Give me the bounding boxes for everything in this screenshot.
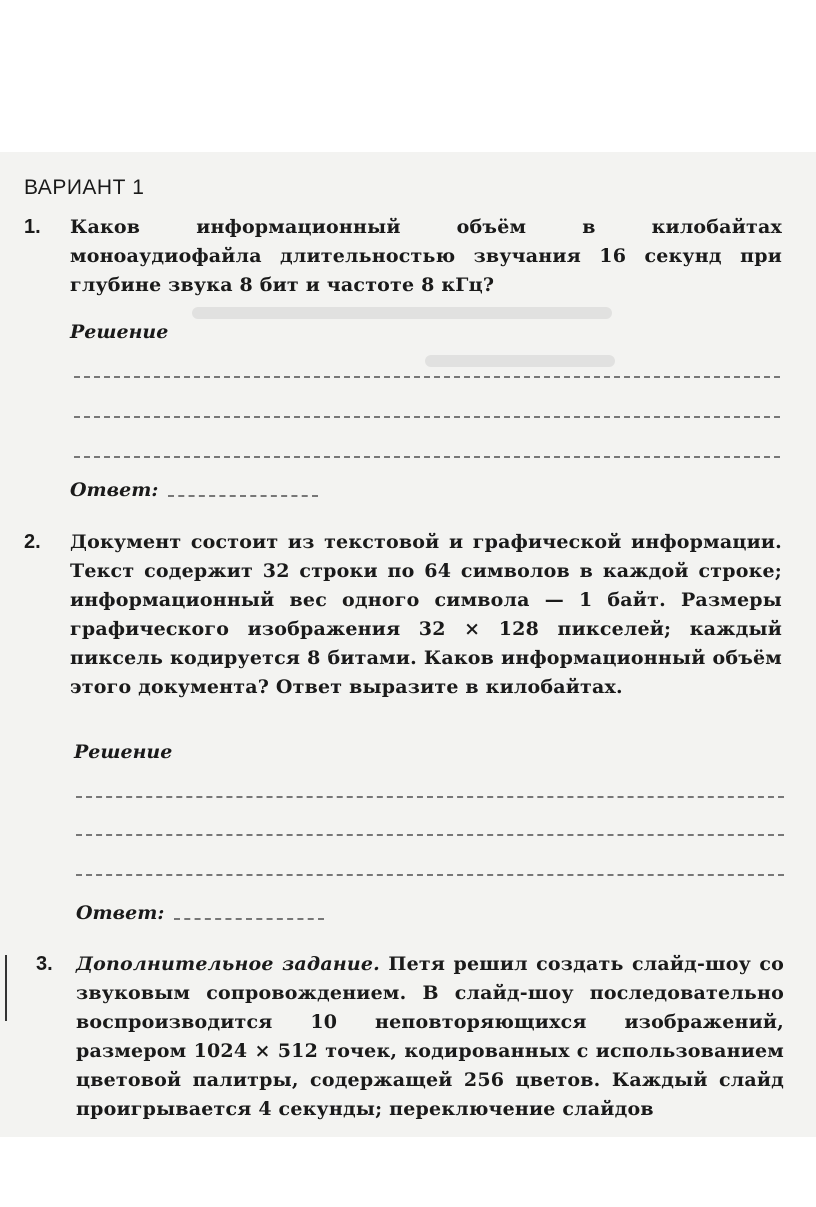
answer-field[interactable] bbox=[70, 479, 318, 501]
task-number: 2. bbox=[24, 531, 41, 553]
solution-line[interactable] bbox=[76, 796, 784, 798]
solution-label: Решение bbox=[74, 741, 173, 763]
margin-bar bbox=[5, 955, 7, 1021]
solution-line[interactable] bbox=[76, 874, 784, 876]
answer-blank[interactable] bbox=[168, 495, 318, 497]
solution-line[interactable] bbox=[74, 456, 780, 458]
task-text bbox=[76, 950, 784, 1124]
task-3 bbox=[24, 950, 786, 1130]
solution-line[interactable] bbox=[74, 416, 780, 418]
solution-line[interactable] bbox=[76, 834, 784, 836]
task-text: Каков информационный объём в килобайтах моноаудиофайла длительностью звучания 16 секунд при глубине звука 8 бит и частоте 8 кГц? bbox=[70, 216, 782, 296]
answer-label: Ответ: bbox=[70, 479, 159, 501]
answer-field[interactable] bbox=[76, 902, 324, 924]
task-text: Документ состоит из текстовой и графической информации. Текст содержит 32 строки по 64 символов в каждой строке; информационный вес одного символа — 1 байт. Размеры графического изображения 32 × 128 пикселей; каждый пиксель кодируется 8 битами. Каков информационный объём этого документа? Ответ выразите в килобайтах. bbox=[70, 531, 782, 698]
variant-title: ВАРИАНТ 1 bbox=[24, 176, 145, 199]
solution-line[interactable] bbox=[74, 376, 780, 378]
answer-blank[interactable] bbox=[174, 918, 324, 920]
answer-label: Ответ: bbox=[76, 902, 165, 924]
task-1 bbox=[24, 213, 786, 503]
task-2 bbox=[24, 528, 786, 928]
task-number: 1. bbox=[24, 216, 41, 238]
task-number: 3. bbox=[36, 953, 53, 975]
solution-label: Решение bbox=[70, 321, 169, 343]
task-body: Петя решил создать слайд-шоу со звуковым сопровождением. В слайд-шоу последовательно воспроизводится 10 неповторяющихся изображений, размером 1024 × 512 точек, кодированных с использованием цветовой палитры, содержащей 256 цветов. Каждый слайд проигрывается 4 секунды; переключение слайдов bbox=[76, 953, 784, 1120]
task-lead: Дополнительное задание. bbox=[76, 953, 381, 975]
